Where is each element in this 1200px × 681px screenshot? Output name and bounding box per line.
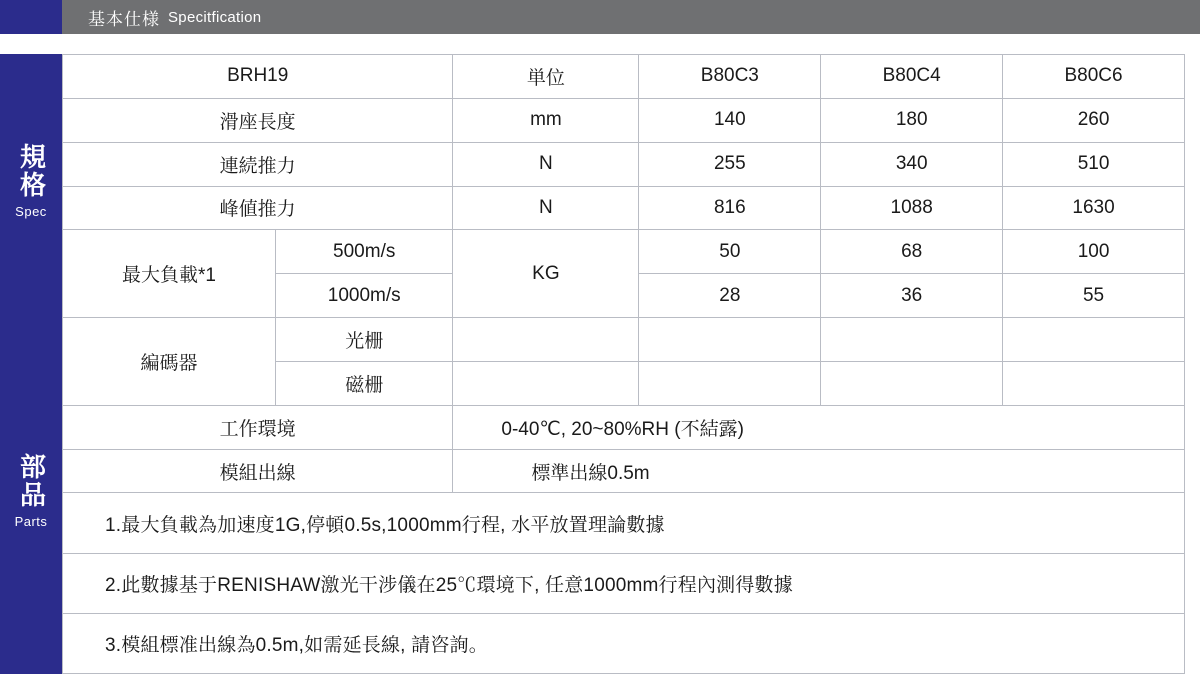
- header-title-cn: 基本仕様: [88, 9, 160, 29]
- table-row: [63, 186, 1185, 230]
- row-value-empty: [639, 361, 821, 405]
- side-label-parts: [0, 309, 62, 674]
- row-label-encoder: 編碼器: [63, 318, 276, 406]
- row-label-continuous-thrust: 連続推力: [63, 142, 453, 186]
- row-value: 140: [639, 98, 821, 142]
- row-label-environment: 工作環境: [63, 405, 453, 449]
- row-value-empty: [453, 361, 639, 405]
- table-header-unit: 単位: [453, 55, 639, 99]
- row-value-empty: [1003, 361, 1185, 405]
- row-value: 1088: [821, 186, 1003, 230]
- row-value: 55: [1003, 274, 1185, 318]
- side-label-column: [0, 54, 62, 674]
- row-value: 510: [1003, 142, 1185, 186]
- side-label-parts-en: Parts: [14, 514, 48, 530]
- table-row: [63, 405, 1185, 449]
- side-label-parts-cn: 部品: [16, 453, 47, 510]
- table-note-row: [63, 493, 1185, 553]
- row-unit-max-load: KG: [453, 230, 639, 318]
- row-sublabel-encoder-magnetic: 磁栅: [276, 361, 453, 405]
- row-unit-stroke-length: mm: [453, 98, 639, 142]
- row-value-empty: [1003, 318, 1185, 362]
- table-row: [63, 318, 1185, 362]
- header-accent-block: [0, 0, 62, 34]
- note-text-2: 2.此數據基于RENISHAW激光干涉儀在25℃環境下, 任意1000mm行程內測得數據: [63, 553, 1185, 613]
- note-text-1: 1.最大負載為加速度1G,停頓0.5s,1000mm行程, 水平放置理論數據: [63, 493, 1185, 553]
- header-title-bar: [62, 0, 1200, 34]
- row-value: 340: [821, 142, 1003, 186]
- table-row: [63, 98, 1185, 142]
- row-label-peak-thrust: 峰値推力: [63, 186, 453, 230]
- side-label-spec-cn: 規格: [16, 143, 47, 200]
- row-value: 36: [821, 274, 1003, 318]
- table-row: [63, 142, 1185, 186]
- side-label-spec-en: Spec: [15, 204, 47, 220]
- table-header-b80c3: B80C3: [639, 55, 821, 99]
- row-sublabel-max-load-1000: 1000m/s: [276, 274, 453, 318]
- specification-table: [62, 54, 1185, 674]
- note-text-3: 3.模組標准出線為0.5m,如需延長線, 請咨詢。: [63, 613, 1185, 673]
- row-value-empty: [821, 361, 1003, 405]
- row-label-max-load: 最大負載*1: [63, 230, 276, 318]
- row-value: 28: [639, 274, 821, 318]
- row-value: 50: [639, 230, 821, 274]
- row-value: 255: [639, 142, 821, 186]
- specification-table-wrap: [0, 54, 1185, 674]
- row-value: 68: [821, 230, 1003, 274]
- row-unit-peak-thrust: N: [453, 186, 639, 230]
- table-row: [63, 449, 1185, 493]
- table-row: [63, 230, 1185, 274]
- row-label-outlet: 模組出線: [63, 449, 453, 493]
- side-label-spec: [0, 54, 62, 309]
- table-header-b80c4: B80C4: [821, 55, 1003, 99]
- row-value-empty: [453, 318, 639, 362]
- section-header: [0, 0, 1200, 34]
- row-unit-continuous-thrust: N: [453, 142, 639, 186]
- table-note-row: [63, 553, 1185, 613]
- table-header-row: [63, 55, 1185, 99]
- row-value: 260: [1003, 98, 1185, 142]
- table-header-model: BRH19: [63, 55, 453, 99]
- row-sublabel-max-load-500: 500m/s: [276, 230, 453, 274]
- row-label-stroke-length: 滑座長度: [63, 98, 453, 142]
- table-note-row: [63, 613, 1185, 673]
- row-value: 816: [639, 186, 821, 230]
- header-title-en: Specitfication: [168, 8, 262, 26]
- row-value: 1630: [1003, 186, 1185, 230]
- row-sublabel-encoder-optical: 光栅: [276, 318, 453, 362]
- row-value-environment: 0-40℃, 20~80%RH (不結露): [453, 405, 1185, 449]
- row-value-outlet: 標準出線0.5m: [453, 449, 1185, 493]
- table-header-b80c6: B80C6: [1003, 55, 1185, 99]
- row-value-empty: [639, 318, 821, 362]
- row-value: 180: [821, 98, 1003, 142]
- row-value: 100: [1003, 230, 1185, 274]
- row-value-empty: [821, 318, 1003, 362]
